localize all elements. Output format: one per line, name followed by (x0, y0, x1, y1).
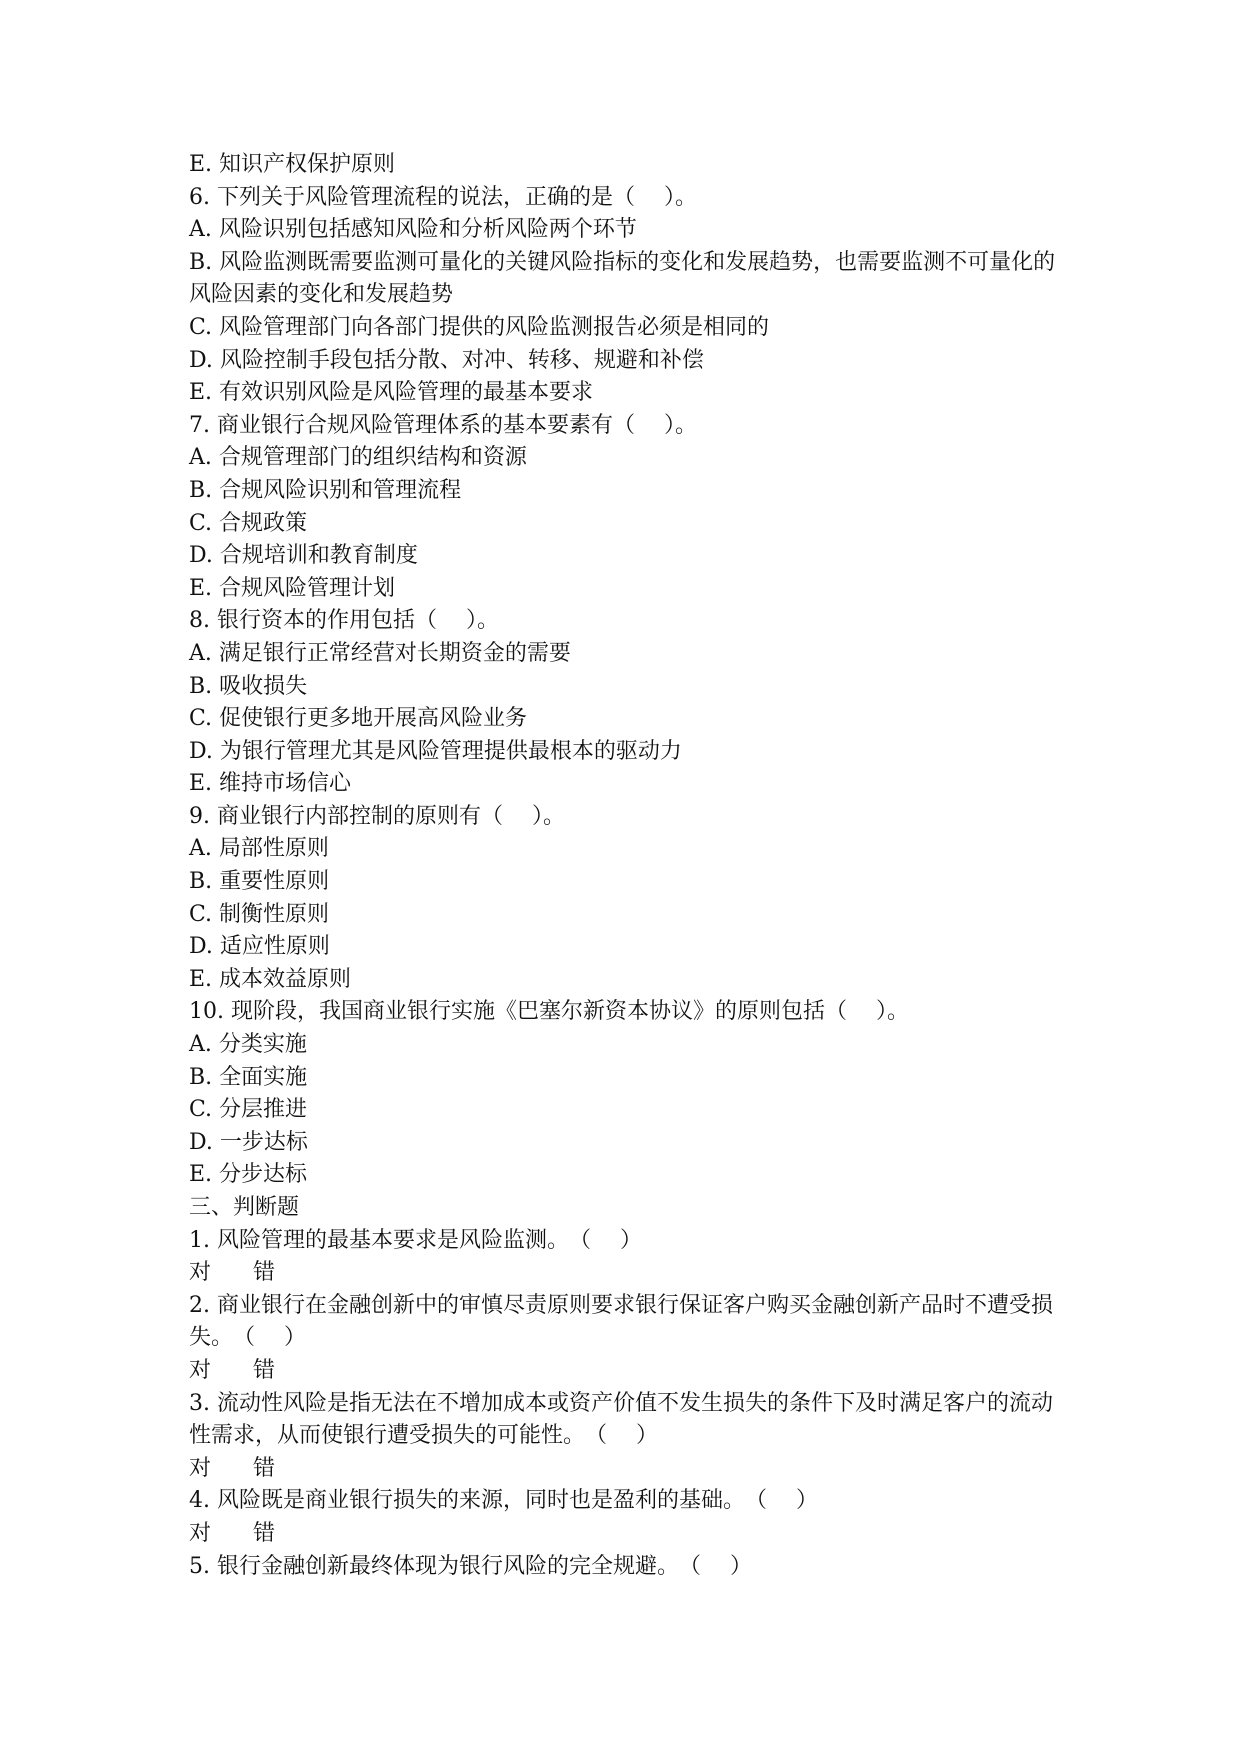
judgement-question: 2. 商业银行在金融创新中的审慎尽责原则要求银行保证客户购买金融创新产品时不遭受损失。 （ ） (189, 1292, 1053, 1351)
true-option[interactable]: 对 (189, 1520, 212, 1546)
judgement-question: 3. 流动性风险是指无法在不增加成本或资产价值不发生损失的条件下及时满足客户的流动性需求，从而使银行遭受损失的可能性。 （ ） (189, 1390, 1053, 1449)
judgement-question: 1. 风险管理的最基本要求是风险监测。 （ ） (189, 1227, 642, 1253)
judgement-question: 5. 银行金融创新最终体现为银行风险的完全规避。 （ ） (189, 1553, 752, 1579)
option-line: C. 风险管理部门向各部门提供的风险监测报告必须是相同的 (189, 314, 770, 340)
option-line: E. 维持市场信心 (189, 771, 352, 797)
question-line: 9. 商业银行内部控制的原则有（ ）。 (189, 803, 565, 829)
true-option[interactable]: 对 (189, 1357, 212, 1383)
option-line: C. 分层推进 (189, 1097, 308, 1123)
option-line: E. 分步达标 (189, 1162, 308, 1188)
question-line: 8. 银行资本的作用包括（ ）。 (189, 608, 499, 634)
option-line: C. 促使银行更多地开展高风险业务 (189, 706, 528, 732)
question-line: 6. 下列关于风险管理流程的说法，正确的是（ ）。 (189, 184, 697, 210)
option-line: A. 风险识别包括感知风险和分析风险两个环节 (189, 217, 637, 243)
false-option[interactable]: 错 (253, 1455, 276, 1481)
option-line: B. 重要性原则 (189, 869, 330, 895)
judgement-question: 4. 风险既是商业银行损失的来源，同时也是盈利的基础。 （ ） (189, 1488, 818, 1514)
option-line: B. 合规风险识别和管理流程 (189, 477, 462, 503)
question-line: 10. 现阶段，我国商业银行实施《巴塞尔新资本协议》的原则包括（ ）。 (189, 999, 909, 1025)
option-line: A. 满足银行正常经营对长期资金的需要 (189, 640, 571, 666)
option-line: E. 知识产权保护原则 (189, 152, 396, 177)
section-heading: 三、判断题 (189, 1195, 300, 1220)
option-line: D. 一步达标 (189, 1129, 308, 1155)
option-line: E. 合规风险管理计划 (189, 575, 396, 601)
option-line: D. 风险控制手段包括分散、对冲、转移、规避和补偿 (189, 347, 704, 373)
option-line: A. 合规管理部门的组织结构和资源 (189, 445, 527, 471)
false-option[interactable]: 错 (253, 1520, 276, 1546)
option-line: A. 局部性原则 (189, 836, 329, 862)
true-option[interactable]: 对 (189, 1260, 212, 1286)
option-line: D. 为银行管理尤其是风险管理提供最根本的驱动力 (189, 738, 682, 764)
option-line: C. 合规政策 (189, 510, 308, 536)
option-line: C. 制衡性原则 (189, 901, 330, 927)
false-option[interactable]: 错 (253, 1260, 276, 1286)
true-false-options (189, 1355, 1069, 1388)
true-false-options (189, 1518, 1069, 1551)
question-line: 7. 商业银行合规风险管理体系的基本要素有（ ）。 (189, 412, 697, 438)
true-false-options (189, 1453, 1069, 1486)
option-line: E. 成本效益原则 (189, 966, 352, 992)
option-line: E. 有效识别风险是风险管理的最基本要求 (189, 380, 594, 406)
option-line: D. 合规培训和教育制度 (189, 543, 418, 569)
option-line: B. 吸收损失 (189, 673, 308, 699)
option-line: A. 分类实施 (189, 1032, 307, 1058)
false-option[interactable]: 错 (253, 1357, 276, 1383)
option-line: B. 风险监测既需要监测可量化的关键风险指标的变化和发展趋势，也需要监测不可量化的风险因素的变化和发展趋势 (189, 249, 1056, 308)
document-page (189, 149, 1069, 1583)
true-false-options (189, 1257, 1069, 1290)
option-line: B. 全面实施 (189, 1064, 308, 1090)
option-line: D. 适应性原则 (189, 934, 330, 960)
true-option[interactable]: 对 (189, 1455, 212, 1481)
